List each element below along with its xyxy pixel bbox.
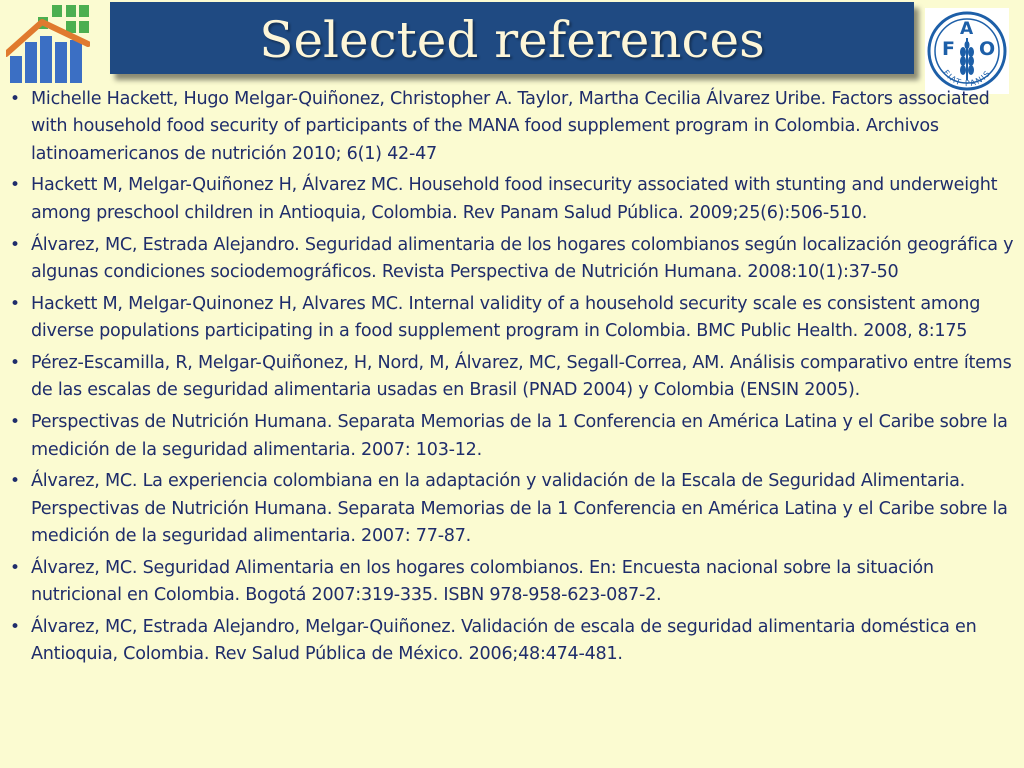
bullet-icon: •: [10, 471, 20, 492]
reference-text: Perspectivas de Nutrición Humana. Separata Memorias de la 1 Conferencia en América Latina y el Caribe sobre la medición de la seguridad alimentaria. 2007: 103-12.: [31, 412, 1008, 460]
bullet-icon: •: [10, 234, 20, 255]
title-bar: [110, 2, 914, 74]
reference-item: [10, 86, 1014, 168]
fao-motto: FIAT PANIS: [941, 68, 993, 89]
reference-item: [10, 555, 1014, 610]
reference-item: [10, 291, 1014, 346]
bullet-icon: •: [10, 293, 20, 314]
fao-logo: [925, 8, 1009, 94]
reference-text: Hackett M, Melgar-Quiñonez H, Álvarez MC. Household food insecurity associated with stunting and underweight among preschool children in Antioquia, Colombia. Rev Panam Salud Pública. 2009;25(6):506-510.: [31, 175, 998, 223]
reference-item: [10, 172, 1014, 227]
reference-item: [10, 614, 1014, 669]
reference-text: Álvarez, MC, Estrada Alejandro. Seguridad alimentaria de los hogares colombianos según localización geográfica y algunas condiciones sociodemográficos. Revista Perspectiva de Nutrición Humana. 2008:10(1):37-50: [31, 234, 1014, 282]
reference-text: Michelle Hackett, Hugo Melgar-Quiñonez, Christopher A. Taylor, Martha Cecilia Álvarez Uribe. Factors associated with household food security of participants of the MANA food supplement program in Colombia. Archivos latinoamericanos de nutrición 2010; 6(1) 42-47: [31, 89, 990, 164]
fao-letter-o: O: [979, 38, 996, 60]
reference-text: Álvarez, MC. Seguridad Alimentaria en los hogares colombianos. En: Encuesta nacional sobre la situación nutricional en Colombia. Bogotá 2007:319-335. ISBN 978-958-623-087-2.: [31, 557, 934, 606]
fao-letter-f: F: [942, 38, 955, 60]
bullet-icon: •: [10, 617, 20, 638]
reference-list: [10, 86, 1014, 673]
page-title: Selected references: [259, 11, 765, 69]
reference-text: Álvarez, MC. La experiencia colombiana en la adaptación y validación de la Escala de Seguridad Alimentaria. Perspectivas de Nutrición Humana. Separata Memorias de la 1 Conferencia en América Latina y el Caribe sobre la medición de la seguridad alimentaria. 2007: 77-87.: [31, 471, 1008, 547]
house-bars-icon: [6, 4, 90, 84]
house-bars-logo: [6, 4, 90, 84]
reference-item: [10, 232, 1014, 287]
reference-text: Álvarez, MC, Estrada Alejandro, Melgar-Quiñonez. Validación de escala de seguridad alimentaria doméstica en Antioquia, Colombia. Rev Salud Pública de México. 2006;48:474-481.: [31, 617, 977, 665]
bullet-icon: •: [10, 557, 20, 578]
bullet-icon: •: [10, 412, 20, 433]
fao-letter-a: A: [960, 19, 974, 39]
reference-text: Pérez-Escamilla, R, Melgar-Quiñonez, H, Nord, M, Álvarez, MC, Segall-Correa, AM. Análisis comparativo entre ítems de las escalas de seguridad alimentaria usadas en Brasil (PNAD 2004) y Colombia (ENSIN 2005).: [31, 353, 1012, 401]
bullet-icon: •: [10, 353, 20, 374]
reference-item: [10, 468, 1014, 550]
reference-text: Hackett M, Melgar-Quinonez H, Alvares MC. Internal validity of a household security scale es consistent among diverse populations participating in a food supplement program in Colombia. BMC Public Health. 2008, 8:175: [31, 293, 981, 342]
reference-item: [10, 350, 1014, 405]
bullet-icon: •: [10, 175, 20, 196]
fao-emblem-icon: [925, 8, 1009, 94]
bullet-icon: •: [10, 89, 20, 109]
reference-item: [10, 409, 1014, 464]
